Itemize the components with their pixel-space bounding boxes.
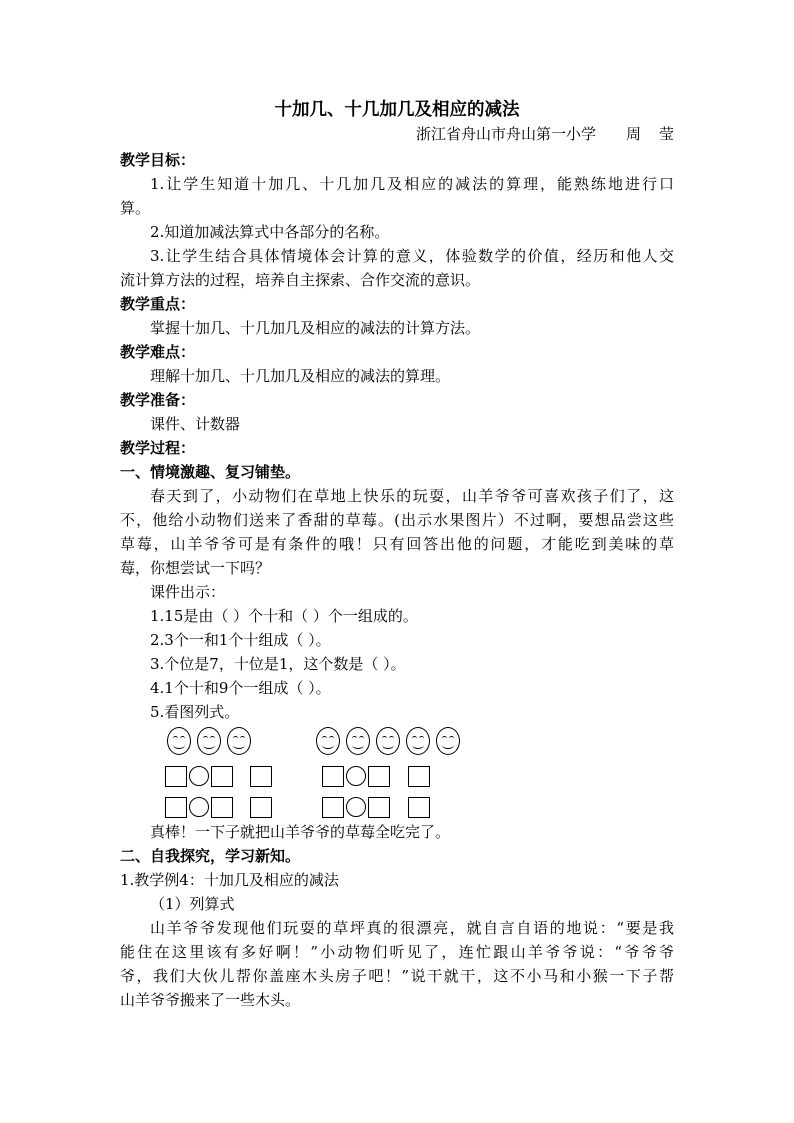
story-line-3: 草莓，山羊爷爷可是有条件的哦！只有回答出他的问题，才能吃到美味的草 <box>120 535 674 553</box>
smiley-face-icon <box>406 727 430 755</box>
goal-2: 2.知道加减法算式中各部分的名称。 <box>150 223 390 241</box>
author-line <box>416 122 674 146</box>
answer-box <box>211 766 233 787</box>
show-label: 课件出示： <box>150 583 226 601</box>
praise-text: 真棒！一下子就把山羊爷爷的草莓全吃完了。 <box>150 823 451 841</box>
operator-circle <box>189 797 209 817</box>
answer-box <box>368 797 390 818</box>
smiley-face-icon <box>436 727 460 755</box>
goal-1-line-1: 1.让学生知道十加几、十几加几及相应的减法的算理，能熟练地进行口 <box>150 175 674 193</box>
answer-box <box>408 766 430 787</box>
sub-heading: （1）列算式 <box>150 895 235 913</box>
story2-line-4: 山羊爷爷搬来了一些木头。 <box>120 991 301 1009</box>
story2-line-3: 爷，我们大伙儿帮你盖座木头房子吧！”说干就干，这不小马和小猴一下子帮 <box>120 967 674 985</box>
answer-box <box>165 766 187 787</box>
key-heading: 教学重点： <box>120 295 196 313</box>
question-4: 4.1个十和9个一组成（ ）。 <box>150 679 331 697</box>
question-3: 3.个位是7，十位是1，这个数是（ ）。 <box>150 655 406 673</box>
answer-box <box>250 797 272 818</box>
school-name: 浙江省舟山市舟山第一小学 <box>415 125 596 143</box>
smiley-face-icon <box>167 727 191 755</box>
page-title: 十加几、十几加几及相应的减法 <box>274 100 520 120</box>
part2-heading: 二、自我探究，学习新知。 <box>120 847 301 865</box>
story-line-2: 不，他给小动物们送来了香甜的草莓。(出示水果图片）不过啊，要想品尝这些 <box>120 511 674 529</box>
smiley-face-icon <box>346 727 370 755</box>
process-heading: 教学过程： <box>120 439 196 457</box>
question-1: 1.15是由（ ）个十和（ ）个一组成的。 <box>150 607 418 625</box>
prep-text: 课件、计数器 <box>150 415 241 433</box>
difficulty-heading: 教学难点： <box>120 343 196 361</box>
question-5: 5.看图列式。 <box>150 703 240 721</box>
operator-circle <box>189 766 209 786</box>
prep-heading: 教学准备： <box>120 391 196 409</box>
story-line-1: 春天到了，小动物们在草地上快乐的玩耍，山羊爷爷可喜欢孩子们了，这 <box>150 487 674 505</box>
story-line-4: 莓，你想尝试一下吗？ <box>120 559 271 577</box>
answer-box <box>322 797 344 818</box>
example-heading: 1.教学例4：十加几及相应的减法 <box>120 871 339 889</box>
answer-box <box>368 766 390 787</box>
difficulty-text: 理解十加几、十几加几及相应的减法的算理。 <box>150 367 451 385</box>
author-name-first: 周 <box>625 125 641 143</box>
answer-box <box>250 766 272 787</box>
operator-circle <box>346 766 366 786</box>
story2-line-2: 能住在这里该有多好啊！”小动物们听见了，连忙跟山羊爷爷说：“爷爷爷 <box>120 943 674 961</box>
question-2: 2.3个一和1个十组成（ ）。 <box>150 631 331 649</box>
goals-heading: 教学目标： <box>120 151 196 169</box>
goal-1-line-2: 算。 <box>120 199 151 217</box>
smiley-face-icon <box>197 727 221 755</box>
smiley-face-icon <box>227 727 251 755</box>
smiley-face-icon <box>316 727 340 755</box>
author-name-second: 莹 <box>658 125 674 143</box>
story2-line-1: 山羊爷爷发现他们玩耍的草坪真的很漂亮，就自言自语的地说：“要是我 <box>150 919 674 937</box>
answer-box <box>165 797 187 818</box>
goal-3-line-2: 流计算方法的过程，培养自主探索、合作交流的意识。 <box>120 271 481 289</box>
smiley-face-icon <box>376 727 400 755</box>
operator-circle <box>346 797 366 817</box>
answer-box <box>211 797 233 818</box>
answer-box <box>408 797 430 818</box>
key-text: 掌握十加几、十几加几及相应的减法的计算方法。 <box>150 319 481 337</box>
part1-heading: 一、情境激趣、复习铺垫。 <box>120 463 301 481</box>
goal-3-line-1: 3.让学生结合具体情境体会计算的意义，体验数学的价值，经历和他人交 <box>150 247 674 265</box>
answer-box <box>322 766 344 787</box>
